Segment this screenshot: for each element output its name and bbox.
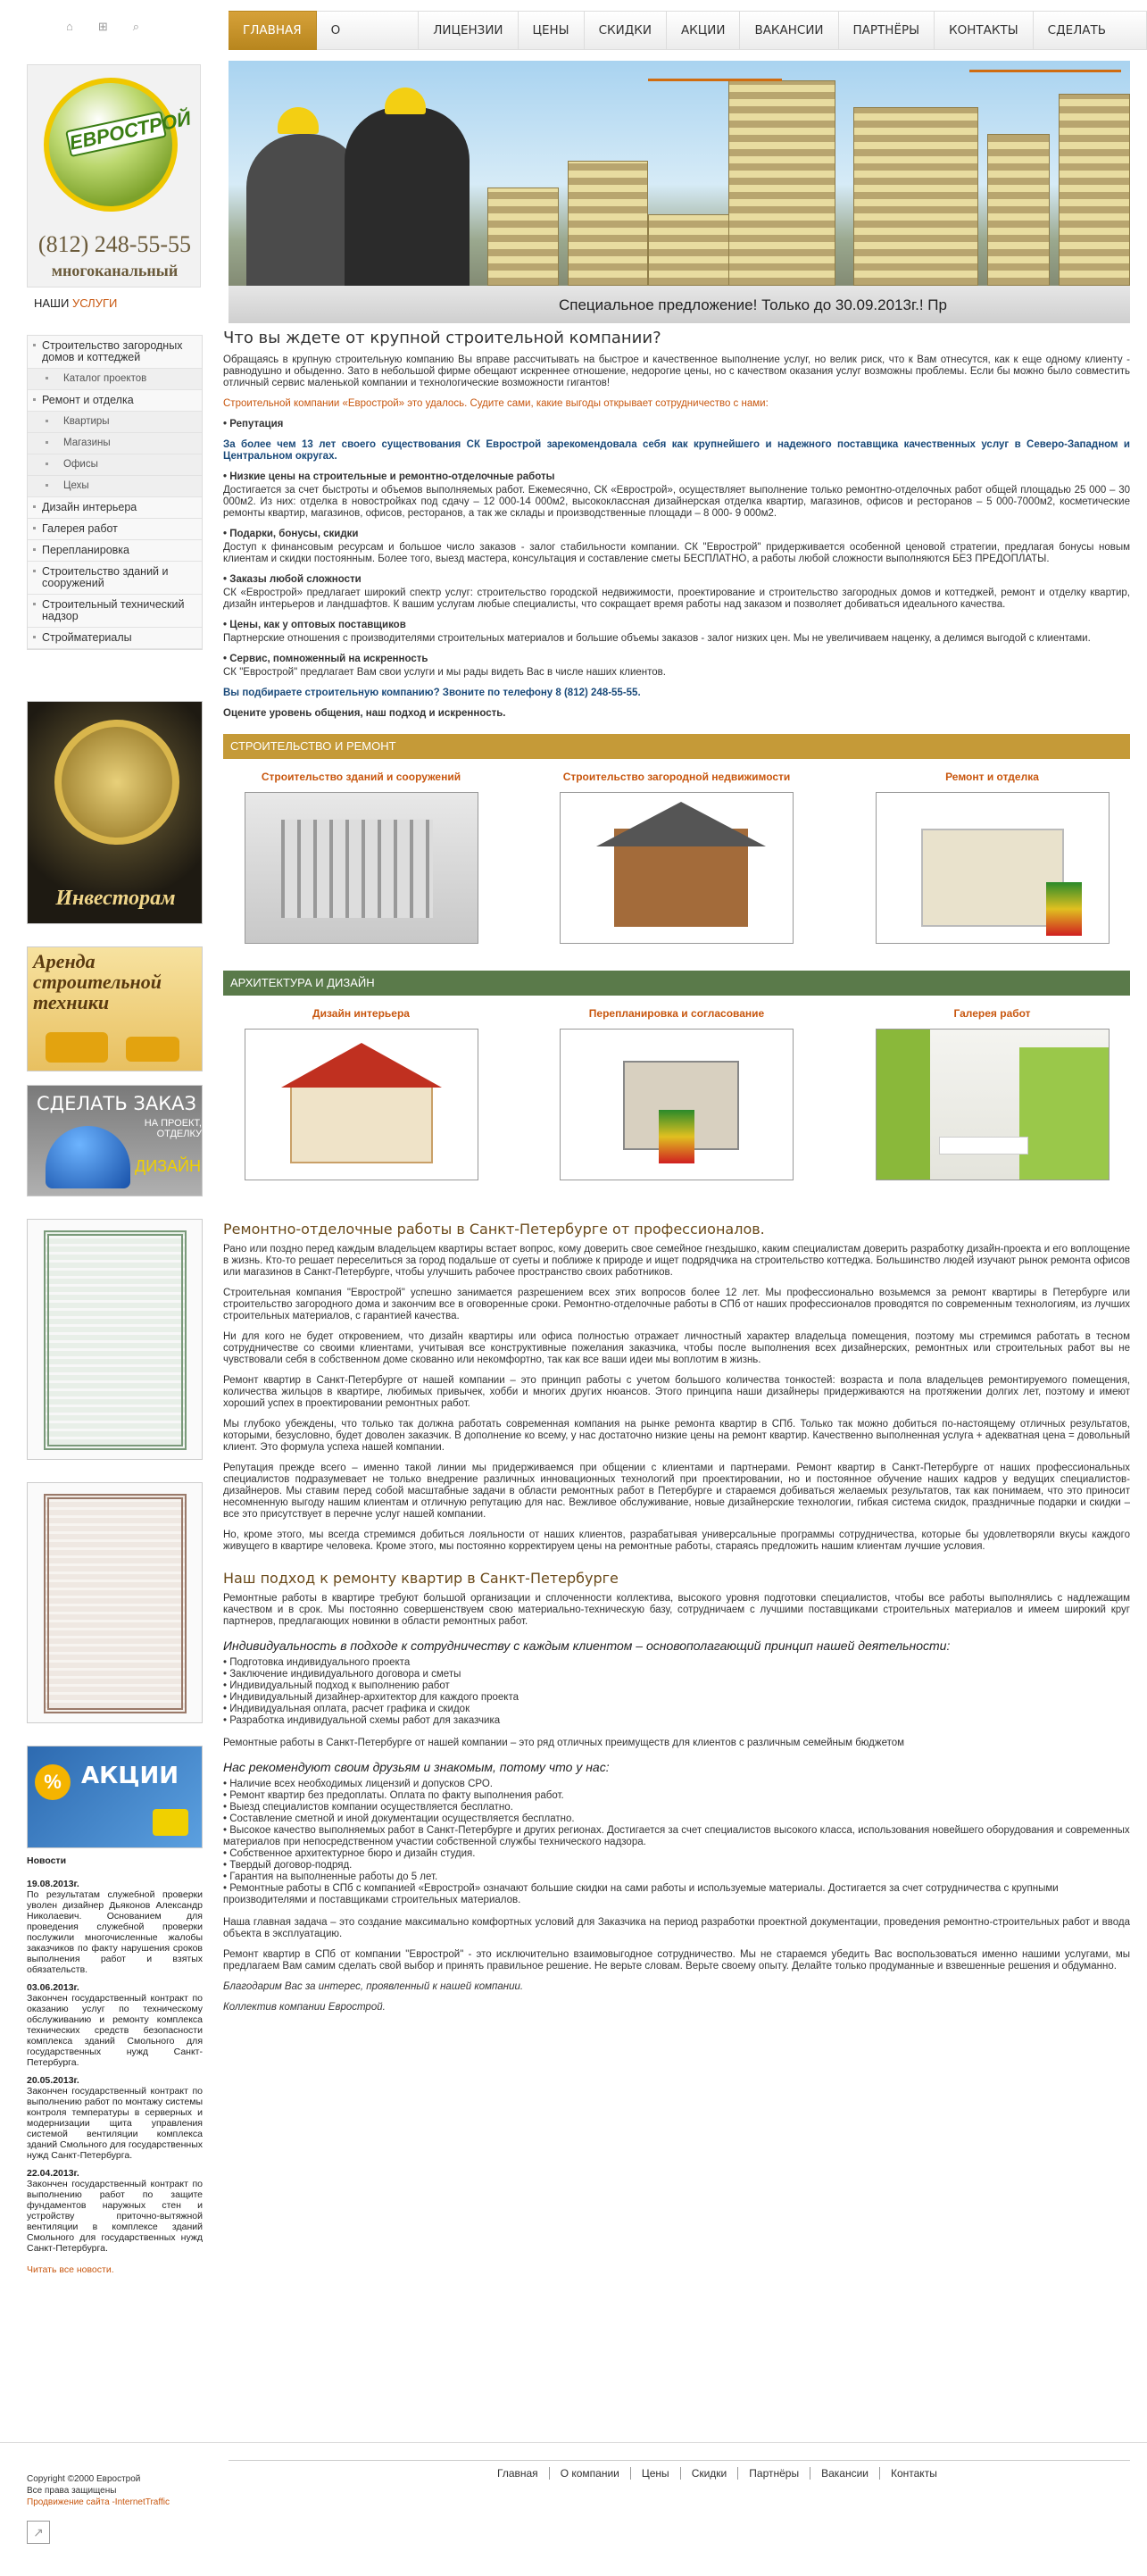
all-news-link[interactable]: Читать все новости. — [27, 2264, 114, 2275]
nav-contacts[interactable]: КОНТАКТЫ — [935, 11, 1034, 50]
category-card[interactable] — [550, 1008, 804, 1180]
order-design-banner[interactable] — [27, 1085, 203, 1196]
recommend-list — [223, 1779, 1130, 1906]
license-certificate-1[interactable] — [27, 1219, 203, 1460]
list-item: • Гарантия на выполненные работы до 5 лет. — [223, 1872, 1130, 1883]
hero-image — [229, 61, 1130, 286]
menu-item-gallery[interactable]: Галерея работ — [28, 519, 202, 540]
footer-link[interactable]: Партнёры — [738, 2467, 810, 2480]
body-text: Ремонтные работы в квартире требуют большой организации и сплоченности коллектива, высокого уровня подготовки специалистов, чтобы все работы выполнялись с надлежащим качеством и в срок. Мы постоянно совершенствуем свою материально-техническую базу, сотрудничаем с лучшими поставщиками строительных материалов и имеем широкий круг партнеров, предлагающих новинки в области ремонтных работ. — [223, 1593, 1130, 1627]
nav-licenses[interactable]: ЛИЦЕНЗИИ — [419, 11, 518, 50]
list-item: • Собственное архитектурное бюро и дизайн студия. — [223, 1848, 1130, 1860]
news-date: 19.08.2013г. — [27, 1879, 79, 1889]
footer-divider — [229, 2460, 1130, 2461]
list-item: • Заключение индивидуального договора и сметы — [223, 1669, 1130, 1680]
page-title: Что вы ждете от крупной строительной компании? — [223, 329, 661, 347]
architecture-categories — [223, 1008, 1130, 1180]
nav-about[interactable]: О — [317, 11, 420, 50]
body-text: Наша главная задача – это создание максимально комфортных условий для Заказчика на период разработки проектной документации, проведения ремонтно-строительных работ и ввода объекта в эксплуатацию. — [223, 1917, 1130, 1939]
equipment-rental-banner[interactable] — [27, 946, 203, 1071]
benefit-text: За более чем 13 лет своего существования СК Еврострой зарекомендовала себя как крупнейшего и надежного поставщика качественных услуг в Северо-Западном и Центральном округах. — [223, 439, 1130, 462]
promo-banner[interactable] — [27, 1746, 203, 1848]
news-date: 03.06.2013г. — [27, 1982, 79, 1993]
news-text[interactable]: Закончен государственный контракт по оказанию услуг по техническому обслуживанию и ремонту комплекса технических средств безопасности комплекса зданий Смольного для государственных нужд Санкт-Петербурга. — [27, 1993, 203, 2068]
logo[interactable] — [27, 64, 201, 288]
subsection-heading: Нас рекомендуют своим друзьям и знакомым, потому что у нас: — [223, 1760, 610, 1774]
category-title[interactable]: Строительство загородной недвижимости — [562, 771, 791, 783]
investor-banner[interactable] — [27, 701, 203, 924]
sitemap-icon[interactable]: ⊞ — [97, 20, 108, 33]
utility-icons — [66, 20, 182, 34]
section-heading: Наш подход к ремонту квартир в Санкт-Петербурге — [223, 1570, 619, 1587]
footer-link[interactable]: Цены — [631, 2467, 681, 2480]
special-offer-ticker[interactable]: Специальное предложение! Только до 30.09.2013г.! Пр — [229, 286, 1130, 323]
nav-partners[interactable]: ПАРТНЁРЫ — [839, 11, 935, 50]
investor-label: Инвесторам — [55, 887, 176, 910]
menu-item-renovation[interactable]: Ремонт и отделка — [28, 390, 202, 412]
lead-text: Строительной компании «Еврострой» это удалось. Судите сами, какие выгоды открывает сотрудничество с нами: — [223, 398, 769, 409]
menu-item-project-catalog[interactable]: Каталог проектов — [28, 369, 202, 390]
footer-nav — [486, 2467, 948, 2480]
main-nav — [229, 11, 1147, 50]
order-sub-label: НА ПРОЕКТ, ОТДЕЛКУ — [144, 1118, 202, 1139]
nav-order[interactable]: СДЕЛАТЬ — [1034, 11, 1147, 50]
subsection-heading: Индивидуальность в подходе к сотрудничеству с каждым клиентом – основополагающий принцип нашей деятельности: — [223, 1638, 951, 1653]
news-date: 20.05.2013г. — [27, 2075, 79, 2086]
body-text: Ремонт квартир в СПб от компании "Еврострой" - это исключительно взаимовыгодное сотрудничество. Мы не стараемся убедить Вас воспользоваться именно нашими услугами, мы предлагаем Вам самим сделать свой выбор и принять правильное решение. Не верьте словам. Верьте своему опыту. Делайте только продуманные и взвешенные решения и обдуманно. — [223, 1949, 1130, 1972]
benefit-text: Партнерские отношения с производителями строительных материалов и большие объемы заказов - залог низких цен. Мы не увеличиваем наценку, а делимся выгодой с клиентами. — [223, 633, 1091, 644]
menu-item-workshops[interactable]: Цехы — [28, 476, 202, 497]
benefit-text: Достигается за счет быстроты и объемов выполняемых работ. Ежемесячно, СК «Еврострой», осуществляет выполнение только ремонтно-отделочных работ общей площадью 25 000 – 30 000м2. Из них: отделка в новостройках под сдачу – 12 000-14 000м2, высококлассная дизайнерская отделка квартир, магазинов, офисов и ресторанов – 5 000-7000м2, косметические ремонты квартир, магазинов, офисов, ресторанов, а так же склады и производственные площади – 8 000- 9 000м2. — [223, 485, 1130, 519]
benefit-text: Доступ к финансовым ресурсам и большое число заказов - залог стабильности компании. СК "Еврострой" придерживается особенной ценовой стратегии, предлагая бонусы новым клиентам и скидки постоянным. Более того, выезд мастера, консультация и составление сметы БЕСПЛАТНО, а работы любой сложности выполняются БЕЗ ПРЕДОПЛАТЫ. — [223, 542, 1130, 564]
news-text[interactable]: Закончен государственный контракт по выполнению работ по монтажу системы контроля температуры в серверных и модернизации щита управления системой вентиляции комплекса зданий Смольного для государственных нужд Санкт-Петербурга. — [27, 2086, 204, 2161]
footer-copyright: Copyright ©2000 Еврострой Все права защищены Продвижение сайта -InternetTraffic ↗ — [27, 2473, 170, 2544]
list-item: • Составление сметной и иной документации осуществляется бесплатно. — [223, 1813, 1130, 1825]
news-title: Новости — [27, 1855, 67, 1866]
footer-link[interactable]: Вакансии — [810, 2467, 880, 2480]
category-card[interactable] — [234, 771, 488, 944]
list-item: • Твердый договор-подряд. — [223, 1860, 1130, 1872]
section-bar-construction: СТРОИТЕЛЬСТВО И РЕМОНТ — [223, 734, 1130, 759]
list-item: • Подготовка индивидуального проекта — [223, 1657, 1130, 1669]
list-item: • Ремонт квартир без предоплаты. Оплата по факту выполнения работ. — [223, 1790, 1130, 1802]
news-text[interactable]: По результатам служебной проверки уволен дизайнер Дьяконов Александр Николаевич. Основанием для проведения служебной проверки послужили многочисленные жалобы заказчиков по факту нарушения сроков выполнения работ и взятых обязательств. — [27, 1889, 203, 1975]
benefit-title: • Подарки, бонусы, скидки — [223, 529, 359, 539]
menu-item-shops[interactable]: Магазины — [28, 433, 202, 454]
services-menu — [27, 335, 203, 650]
promo-label: АКЦИИ — [81, 1763, 179, 1789]
design-label: ДИЗАЙН — [135, 1157, 201, 1175]
intro-text: Обращаясь в крупную строительную компанию Вы вправе рассчитывать на быстрое и качественное выполнение услуг, но велик риск, что к Вам отнесутся, как к еще одному клиенту - равнодушно и обыденно. Зато в небольшой фирме обещают искреннее отношение, недорогие цены, но с качеством оказания услуг возможны проблемы. Если бы можно было совместить отличный сервис маленькой компании и технологические возможности гигантов! — [223, 354, 1130, 388]
menu-item-country-houses[interactable]: Строительство загородных домов и коттеджей — [28, 336, 202, 369]
developer-link[interactable]: Продвижение сайта -InternetTraffic — [27, 2497, 170, 2507]
individual-approach-list — [223, 1657, 1130, 1727]
category-title[interactable]: Ремонт и отделка — [945, 771, 1039, 783]
benefit-title: • Низкие цены на строительные и ремонтно-отделочные работы — [223, 471, 555, 482]
percent-icon: % — [35, 1764, 71, 1800]
news-text[interactable]: Закончен государственный контракт по выполнению работ по защите фундаментов наружных стен и устройству приточно-вытяжной вентиляции в комплексе зданий Смольного для государственных нужд Санкт-Петербурга. — [27, 2179, 203, 2254]
list-item: • Выезд специалистов компании осуществляется бесплатно. — [223, 1802, 1130, 1813]
menu-item-interior-design[interactable]: Дизайн интерьера — [28, 497, 202, 519]
body-text: Ни для кого не будет откровением, что дизайн квартиры или офиса полностью отражает личностный характер владельца помещения, поэтому мы стремимся работать в тесном сотрудничестве со своими клиентами, учитывая все конструктивные пожелания заказчика, чтобы после выполнения всех дизайнерских, ремонтных или строительных работ вы не чувствовали себя в собственном доме скованно или некомфортно, так как все ваши идеи мы воплотим в жизнь. — [223, 1331, 1130, 1365]
clock-graphic — [54, 720, 179, 845]
list-item: • Высокое качество выполняемых работ в Санкт-Петербурге и других регионах. Достигается за счет специалистов высокого класса, использования новейшего оборудования и современных материалов при непосредственном участии собственной службы технического надзора. — [223, 1825, 1130, 1848]
footer-link[interactable]: О компании — [550, 2467, 631, 2480]
category-title[interactable]: Строительство зданий и сооружений — [261, 771, 461, 783]
menu-item-offices[interactable]: Офисы — [28, 454, 202, 476]
news-date: 22.04.2013г. — [27, 2168, 79, 2179]
signature-line: Благодарим Вас за интерес, проявленный к нашей компании. — [223, 1981, 524, 1992]
body-text: Ремонтные работы в Санкт-Петербурге от нашей компании – это ряд отличных преимуществ для клиентов с различным семейным бюджетом — [223, 1738, 905, 1748]
benefit-title: • Цены, как у оптовых поставщиков — [223, 620, 406, 630]
signature-line: Коллектив компании Еврострой. — [223, 2002, 386, 2013]
list-item: • Индивидуальный дизайнер-архитектор для каждого проекта — [223, 1692, 1130, 1704]
footer-link[interactable]: Скидки — [681, 2467, 739, 2480]
menu-item-replanning[interactable]: Перепланировка — [28, 540, 202, 562]
home-icon[interactable]: ⌂ — [66, 20, 73, 33]
logo-phone-type: многоканальный — [51, 262, 179, 279]
list-item: • Индивидуальный подход к выполнению работ — [223, 1680, 1130, 1692]
list-item: • Разработка индивидуальной схемы работ для заказчика — [223, 1715, 1130, 1727]
nav-vacancies[interactable]: ВАКАНСИИ — [740, 11, 838, 50]
menu-item-supervision[interactable]: Строительный технический надзор — [28, 595, 202, 628]
rental-label: Аренда строительной техники — [33, 950, 162, 1013]
menu-item-buildings[interactable]: Строительство зданий и сооружений — [28, 562, 202, 595]
nav-home[interactable]: ГЛАВНАЯ — [229, 11, 317, 50]
nav-promos[interactable]: АКЦИИ — [667, 11, 741, 50]
services-heading: НАШИ УСЛУГИ — [34, 296, 118, 310]
benefit-title: • Заказы любой сложности — [223, 574, 362, 585]
call-to-action[interactable]: Вы подбираете строительную компанию? Звоните по телефону 8 (812) 248-55-55. — [223, 688, 641, 698]
body-text: Но, кроме этого, мы всегда стремимся добиться лояльности от наших клиентов, разрабатывая универсальные программы сотрудничества, которые бы удовлетворяли вкусы каждого живущего в квартире человека. Кроме этого, мы постоянно корректируем цены на ремонтные работы, стараясь предложить нашим клиентам лучшие условия. — [223, 1530, 1130, 1552]
category-title[interactable]: Перепланировка и согласование — [588, 1007, 765, 1020]
body-text: Мы глубоко убеждены, что только так должна работать современная компания на рынке ремонта квартир в СПб. Только так можно добиться по-настоящему отличных результатов, которыми, безусловно, будет доволен заказчик. В дополнение ко всему, у нас достаточно низкие цены на ремонт квартир. Качественно выполненная услуга + адекватная цена = довольный клиент. Это формула успеха нашей компании. — [223, 1419, 1130, 1453]
menu-item-apartments[interactable]: Квартиры — [28, 412, 202, 433]
license-certificate-2[interactable] — [27, 1482, 203, 1723]
benefit-title: • Сервис, помноженный на искренность — [223, 654, 428, 664]
category-title[interactable]: Дизайн интерьера — [312, 1007, 410, 1020]
evaluate-text: Оцените уровень общения, наш подход и искренность. — [223, 708, 506, 719]
footer-link[interactable]: Главная — [486, 2467, 550, 2480]
section-heading: Ремонтно-отделочные работы в Санкт-Петербурге от профессионалов. — [223, 1221, 765, 1238]
nav-discounts[interactable]: СКИДКИ — [585, 11, 667, 50]
body-text: Строительная компания "Еврострой" успешно занимается разрешением всех этих вопросов более 12 лет. Мы профессионально возьмемся за ремонт квартиры в Петербурге или строительство загородного дома и закончим все в оговоренные сроки. Ремонтно-отделочные работы в СПб от наших профессионалов проводятся по современным технологиям, из лучших строительных материалов, с гарантией качества. — [223, 1288, 1130, 1321]
order-label: СДЕЛАТЬ ЗАКАЗ — [37, 1093, 196, 1114]
list-item: • Индивидуальная оплата, расчет графика и скидок — [223, 1704, 1130, 1715]
category-card[interactable] — [865, 1008, 1119, 1180]
section-bar-architecture: АРХИТЕКТУРА И ДИЗАЙН — [223, 971, 1130, 996]
search-icon[interactable]: ⌕ — [132, 20, 140, 33]
nav-prices[interactable]: ЦЕНЫ — [519, 11, 585, 50]
category-card[interactable] — [234, 1008, 488, 1180]
construction-categories — [223, 771, 1130, 944]
body-text: Ремонт квартир в Санкт-Петербурге от нашей компании – это принцип работы с учетом большого количества тонкостей: возраста и пола владельцев ремонтируемого помещения, количества жильцов в квартире, любимых привычек, хобби и многих других нюансов. Этого принципа наши дизайнеры придерживаются на протяжении долгих лет, поэтому и имеют хороший успех в проектировании ремонтных работ. — [223, 1375, 1130, 1409]
benefit-text: СК «Еврострой» предлагает широкий спектр услуг: строительство городской недвижимости, проектирование и строительство загородных домов и коттеджей, ремонт и отделку квартир, дизайн интерьеров и ландшафтов. К вашим услугам любые специалисты, что сокращает время работы над заказом и позволяет добиваться идеального качества. — [223, 588, 1130, 610]
footer — [0, 2442, 1147, 2576]
list-item: • Наличие всех необходимых лицензий и допусков СРО. — [223, 1779, 1130, 1790]
logo-phone: (812) 248-55-55 — [37, 231, 192, 257]
main-content — [223, 329, 1130, 2022]
category-title[interactable]: Галерея работ — [953, 1007, 1031, 1020]
arrow-icon[interactable]: ↗ — [27, 2521, 50, 2544]
list-item: • Ремонтные работы в СПб с компанией «Еврострой» означают большие скидки на сами работы и используемые материалы. Достигается за счет сотрудничества с крупными производителями и поставщиками строительных материалов. — [223, 1883, 1130, 1906]
benefit-text: СК "Еврострой" предлагает Вам свои услуги и мы рады видеть Вас в числе наших клиентов. — [223, 667, 666, 678]
footer-link[interactable]: Контакты — [890, 2467, 937, 2480]
category-card[interactable] — [550, 771, 804, 944]
body-text: Репутация прежде всего – именно такой линии мы придерживаемся при общении с клиентами и партнерами. Ремонт квартир в Санкт-Петербурге от наших профессиональных специалистов подразумевает не только внедрение различных инновационных технологий при проектировании, но и постоянное обучение наших кадров у ведущих специалистов-дизайнеров. Мы ставим перед собой масштабные задачи в области ремонтных работ в Петербурге и стараемся добиваться желаемых результатов, так как понимаем, что это приносит несомненную выгоду нашим клиентам и отличную репутацию для нас. Вежливое обслуживание, новые дизайнерские технологии, гибкая система скидок, праздничные подарки и скидки – все это присутствует в перечне услуг нашей компании. — [223, 1463, 1130, 1520]
menu-item-materials[interactable]: Стройматериалы — [28, 628, 202, 649]
body-text: Рано или поздно перед каждым владельцем квартиры встает вопрос, кому доверить свое семейное гнездышко, каким специалистам доверить разработку дизайн-проекта и его воплощение в жизнь. Кто-то решает переселиться за город подальше от суеты и поближе к природе и ищет подрядчика на строительство коттеджа. Большинство людей изучают рынок ремонта офисов или магазинов в Санкт-Петербурге, чтобы улучшить рабочее пространство своих работников. — [223, 1244, 1130, 1278]
news-block — [27, 1855, 203, 2275]
logo-brand: ЕВРОСТРОЙ — [65, 111, 167, 157]
category-card[interactable] — [865, 771, 1119, 944]
benefit-title: • Репутация — [223, 419, 284, 429]
